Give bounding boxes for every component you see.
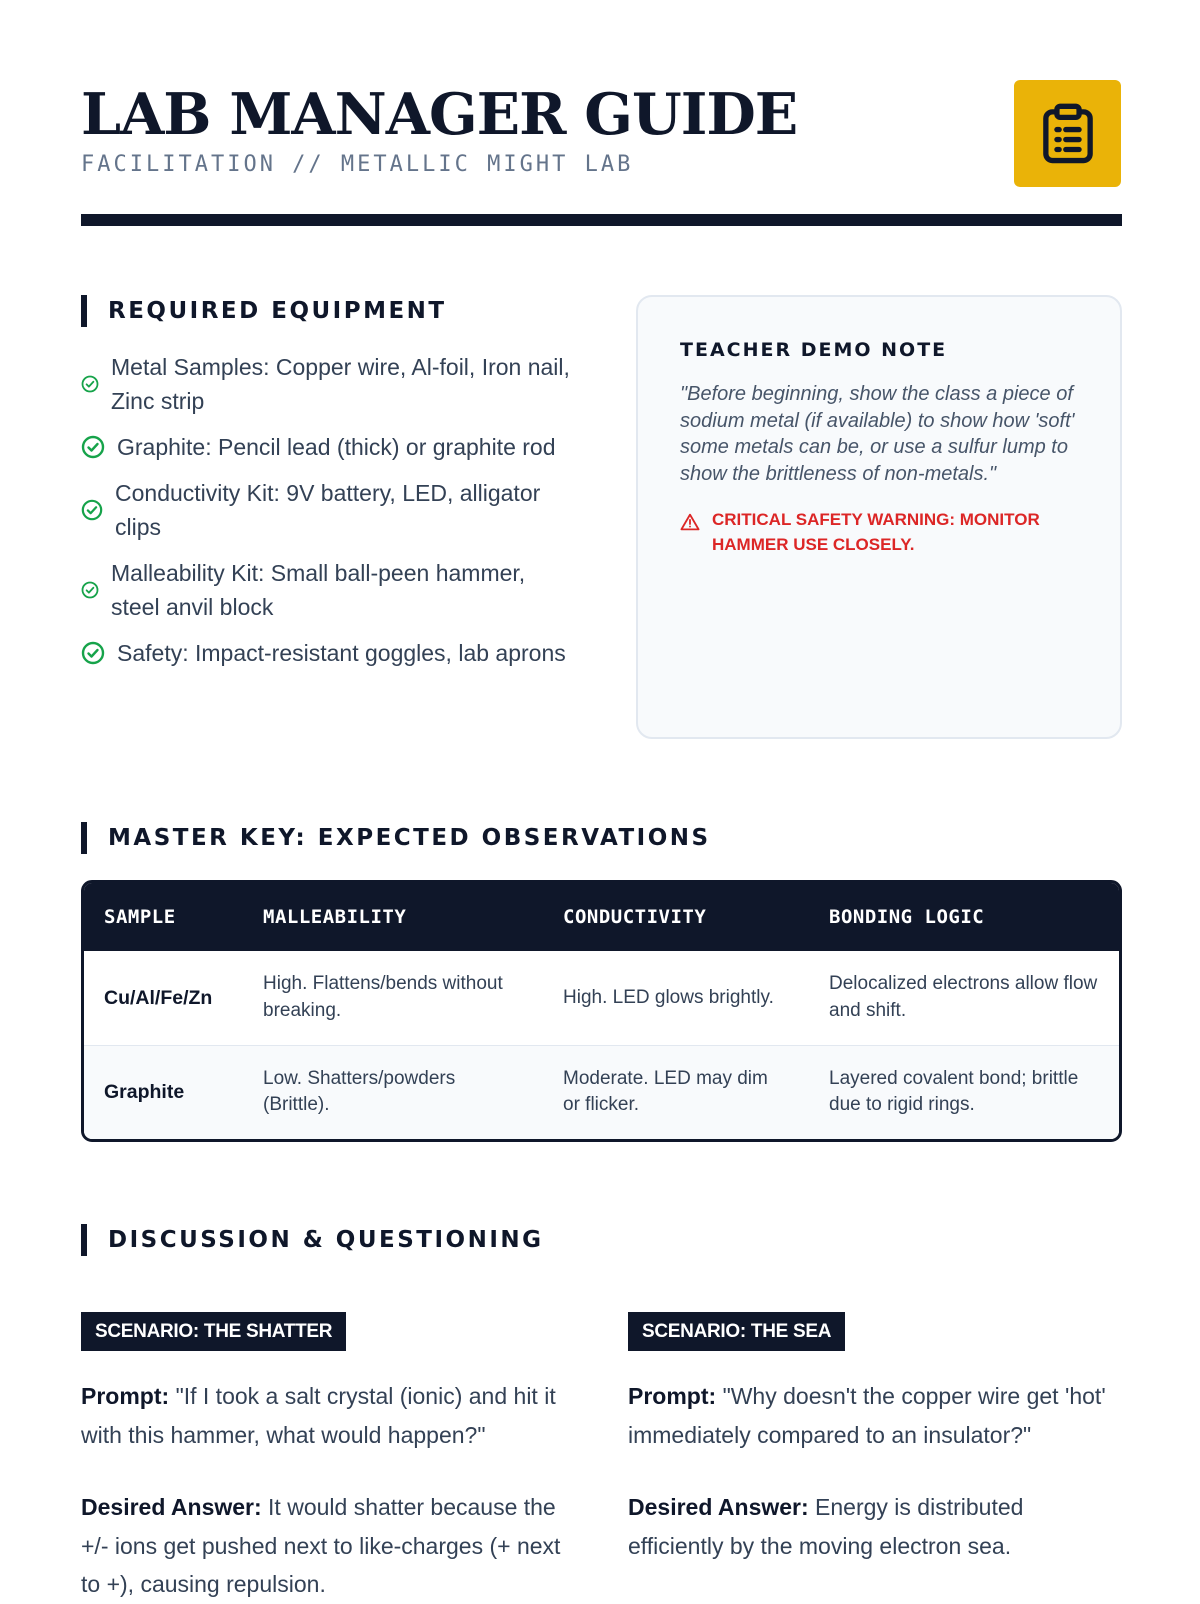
column-header-sample: SAMPLE bbox=[104, 906, 176, 928]
safety-warning bbox=[680, 507, 1078, 557]
equipment-item bbox=[81, 556, 571, 624]
cell-sample: Cu/Al/Fe/Zn bbox=[104, 986, 213, 1009]
equipment-list bbox=[81, 350, 571, 682]
equipment-item bbox=[81, 636, 571, 670]
check-circle-icon bbox=[81, 641, 105, 665]
table-row bbox=[84, 1045, 1119, 1139]
page-subtitle: FACILITATION // METALLIC MIGHT LAB bbox=[81, 152, 634, 177]
cell-bonding-logic: Delocalized electrons allow flow and shift. bbox=[829, 973, 1098, 1021]
prompt-text: "If I took a salt crystal (ionic) and hit it with this hammer, what would happen?" bbox=[81, 1383, 556, 1448]
equipment-item-text: Metal Samples: Copper wire, Al-foil, Iron nail, Zinc strip bbox=[111, 354, 570, 414]
equipment-item-text: Malleability Kit: Small ball-peen hammer, steel anvil block bbox=[111, 560, 526, 620]
scenario-answer bbox=[81, 1488, 571, 1604]
scenario-answer bbox=[628, 1488, 1118, 1565]
cell-sample: Graphite bbox=[104, 1081, 185, 1103]
scenario-label: SCENARIO: THE SEA bbox=[628, 1312, 845, 1351]
cell-conductivity: Moderate. LED may dim or flicker. bbox=[563, 1067, 768, 1116]
answer-label: Desired Answer: bbox=[628, 1494, 809, 1520]
clipboard-icon bbox=[1041, 103, 1095, 165]
scenario-prompt bbox=[628, 1377, 1118, 1454]
table-header-row bbox=[84, 883, 1119, 951]
clipboard-badge bbox=[1014, 80, 1121, 187]
alert-triangle-icon bbox=[680, 513, 700, 531]
scenario-sea bbox=[628, 1312, 1118, 1565]
lab-manager-guide bbox=[81, 0, 1122, 1600]
prompt-text: "Why doesn't the copper wire get 'hot' immediately compared to an insulator?" bbox=[628, 1383, 1106, 1448]
note-title: TEACHER DEMO NOTE bbox=[680, 339, 948, 361]
teacher-demo-note bbox=[636, 295, 1122, 739]
check-circle-icon bbox=[81, 499, 103, 521]
cell-malleability: Low. Shatters/powders (Brittle). bbox=[263, 1067, 456, 1116]
prompt-label: Prompt: bbox=[81, 1383, 170, 1409]
check-circle-icon bbox=[81, 581, 99, 599]
column-header-malleability: MALLEABILITY bbox=[263, 906, 407, 928]
observations-table bbox=[81, 880, 1122, 1142]
scenario-prompt bbox=[81, 1377, 571, 1454]
check-circle-icon bbox=[81, 375, 99, 393]
equipment-item-text: Safety: Impact-resistant goggles, lab aprons bbox=[117, 640, 566, 666]
check-circle-icon bbox=[81, 435, 105, 459]
discussion-heading: DISCUSSION & QUESTIONING bbox=[81, 1224, 544, 1256]
observations-heading: MASTER KEY: EXPECTED OBSERVATIONS bbox=[81, 822, 711, 854]
equipment-item bbox=[81, 430, 571, 464]
column-header-bonding-logic: BONDING LOGIC bbox=[829, 906, 985, 928]
table-row bbox=[84, 951, 1119, 1045]
answer-text: It would shatter because the +/- ions get pushed next to like-charges (+ next to +), causing repulsion. bbox=[81, 1494, 561, 1597]
equipment-item-text: Graphite: Pencil lead (thick) or graphite rod bbox=[117, 434, 556, 460]
safety-warning-text: CRITICAL SAFETY WARNING: MONITOR HAMMER USE CLOSELY. bbox=[712, 510, 1040, 554]
scenario-shatter bbox=[81, 1312, 571, 1604]
equipment-heading: REQUIRED EQUIPMENT bbox=[81, 295, 447, 327]
note-quote: "Before beginning, show the class a piece of sodium metal (if available) to show how 'soft' some metals can be, or use a sulfur lump to show the brittleness of non-metals." bbox=[680, 383, 1075, 485]
equipment-item bbox=[81, 476, 571, 544]
page-title: LAB MANAGER GUIDE bbox=[81, 81, 798, 148]
scenario-label: SCENARIO: THE SHATTER bbox=[81, 1312, 346, 1351]
column-header-conductivity: CONDUCTIVITY bbox=[563, 906, 707, 928]
header-divider bbox=[81, 214, 1122, 226]
cell-conductivity: High. LED glows brightly. bbox=[563, 986, 774, 1008]
equipment-item bbox=[81, 350, 571, 418]
prompt-label: Prompt: bbox=[628, 1383, 717, 1409]
cell-malleability: High. Flattens/bends without breaking. bbox=[263, 973, 503, 1021]
equipment-item-text: Conductivity Kit: 9V battery, LED, alligator clips bbox=[115, 480, 541, 540]
answer-label: Desired Answer: bbox=[81, 1494, 262, 1520]
cell-bonding-logic: Layered covalent bond; brittle due to rigid rings. bbox=[829, 1067, 1079, 1116]
answer-text: Energy is distributed efficiently by the moving electron sea. bbox=[628, 1494, 1024, 1559]
